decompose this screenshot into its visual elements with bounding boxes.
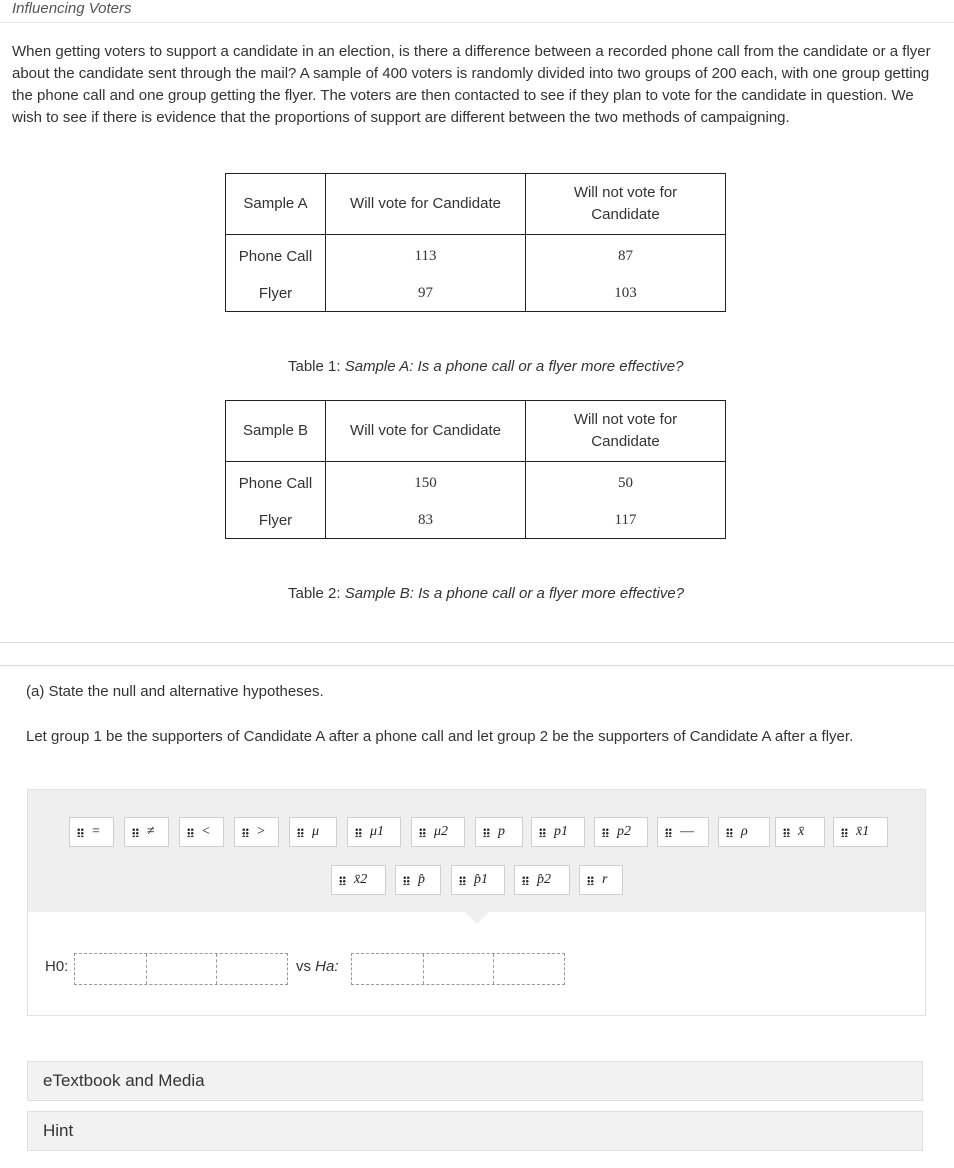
symbol-tile-mu[interactable]: μ (289, 817, 337, 847)
table-row-label: Phone Call (226, 462, 326, 503)
table-cell: 97 (326, 275, 526, 312)
drop-slot-divider (493, 954, 494, 984)
drag-handle-icon (783, 828, 790, 837)
section-divider (0, 642, 954, 643)
symbol-tile-p[interactable]: p (475, 817, 523, 847)
question-prompt: (a) State the null and alternative hypotheses. (26, 683, 324, 700)
problem-statement: When getting voters to support a candidate in an election, is there a difference between a recorded phone call from the candidate or a flyer about the candidate sent through the mail? A sample of 400 voters is randomly divided into two groups of 200 each, with one group getting the phone call and one group getting the flyer. The voters are then contacted to see if they plan to vote for the candidate in question. We wish to see if there is evidence that the proportions of support are different between the two methods of campaigning. (12, 43, 931, 126)
drop-slot-divider (216, 954, 217, 984)
drag-handle-icon (665, 828, 672, 837)
drag-handle-icon (403, 876, 410, 885)
symbol-tile-r[interactable]: r (579, 865, 623, 895)
table-row-label: Flyer (226, 275, 326, 312)
drag-handle-icon (297, 828, 304, 837)
drag-handle-icon (419, 828, 426, 837)
section-divider (0, 665, 954, 666)
table-cell: 103 (526, 275, 726, 312)
symbol-tile-greater-than[interactable]: > (234, 817, 279, 847)
drag-handle-icon (187, 828, 194, 837)
drag-handle-icon (841, 828, 848, 837)
symbol-tile-not-equal[interactable]: ≠ (124, 817, 169, 847)
page-title: Influencing Voters (12, 0, 132, 17)
symbol-tile-x-bar-2[interactable]: x̄2 (331, 865, 386, 895)
table-header-cell: Will not vote for Candidate (526, 401, 726, 462)
table-cell: 113 (326, 235, 526, 276)
drop-slot-divider (146, 954, 147, 984)
tray-pointer (465, 912, 489, 924)
symbol-tray (28, 790, 925, 912)
title-divider (0, 22, 954, 23)
drag-handle-icon (602, 828, 609, 837)
alternative-hypothesis-dropzone[interactable] (351, 953, 565, 985)
table-cell: 87 (526, 235, 726, 276)
table-header-cell: Sample B (226, 401, 326, 462)
hint-button[interactable]: Hint (27, 1111, 923, 1151)
null-hypothesis-dropzone[interactable] (74, 953, 288, 985)
drag-handle-icon (77, 828, 84, 837)
etextbook-media-button[interactable]: eTextbook and Media (27, 1061, 923, 1101)
table-header-cell: Sample A (226, 174, 326, 235)
drag-handle-icon (355, 828, 362, 837)
symbol-tile-p-hat[interactable]: p̂ (395, 865, 441, 895)
drag-handle-icon (242, 828, 249, 837)
drag-handle-icon (587, 876, 594, 885)
table-cell: 83 (326, 502, 526, 539)
drag-handle-icon (339, 876, 346, 885)
table-header-cell: Will vote for Candidate (326, 174, 526, 235)
null-hypothesis-label: H0: (45, 958, 69, 975)
table-caption: Table 2: Sample B: Is a phone call or a flyer more effective? (288, 585, 685, 602)
table-row-label: Flyer (226, 502, 326, 539)
alternative-hypothesis-label: vs Ha: (296, 958, 339, 975)
symbol-tile-x-bar[interactable]: x̄ (775, 817, 825, 847)
drag-handle-icon (539, 828, 546, 837)
table-cell: 50 (526, 462, 726, 503)
table-header-cell: Will vote for Candidate (326, 401, 526, 462)
drop-slot-divider (423, 954, 424, 984)
symbol-tile-p-hat-1[interactable]: p̂1 (451, 865, 505, 895)
symbol-tile-dash[interactable]: — (657, 817, 709, 847)
drag-handle-icon (483, 828, 490, 837)
sample-b-table (225, 400, 726, 539)
drag-handle-icon (459, 876, 466, 885)
symbol-tile-p1[interactable]: p1 (531, 817, 585, 847)
table-header-cell: Will not vote for Candidate (526, 174, 726, 235)
symbol-tile-mu2[interactable]: μ2 (411, 817, 465, 847)
symbol-tile-x-bar-1[interactable]: x̄1 (833, 817, 888, 847)
table-cell: 150 (326, 462, 526, 503)
drag-handle-icon (726, 828, 733, 837)
symbol-tile-less-than[interactable]: < (179, 817, 224, 847)
table-cell: 117 (526, 502, 726, 539)
symbol-tile-p2[interactable]: p2 (594, 817, 648, 847)
hypothesis-builder (27, 789, 926, 1016)
question-instructions: Let group 1 be the supporters of Candidate A after a phone call and let group 2 be the supporters of Candidate A after a flyer. (26, 728, 854, 745)
symbol-tile-mu1[interactable]: μ1 (347, 817, 401, 847)
symbol-tile-equals[interactable]: = (69, 817, 114, 847)
table-row-label: Phone Call (226, 235, 326, 276)
symbol-tile-p-hat-2[interactable]: p̂2 (514, 865, 570, 895)
drag-handle-icon (522, 876, 529, 885)
sample-a-table (225, 173, 726, 312)
drag-handle-icon (132, 828, 139, 837)
table-caption: Table 1: Sample A: Is a phone call or a flyer more effective? (288, 358, 684, 375)
symbol-tile-rho[interactable]: ρ (718, 817, 770, 847)
